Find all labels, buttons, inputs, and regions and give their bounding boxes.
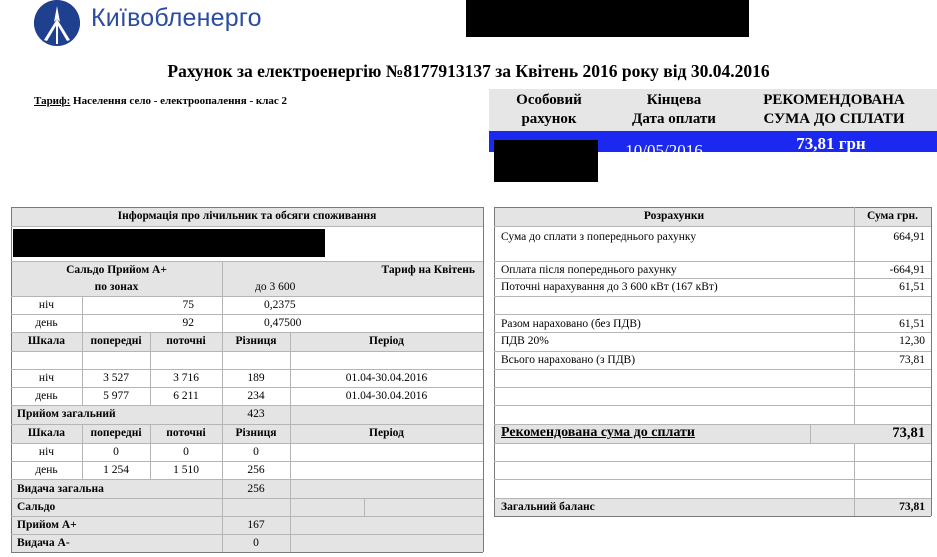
tariff-range: до 3 600 (255, 281, 296, 293)
saldo-header-line2: по зонах (94, 281, 139, 293)
tariff-line (34, 95, 287, 107)
total-out-value: 256 (247, 483, 265, 495)
total-out-label: Видача загальна (17, 483, 104, 495)
col-previous: попередні (90, 335, 142, 347)
calc-row-payment-value: -664,91 (889, 264, 925, 276)
calc-row-current-value: 61,51 (899, 281, 925, 293)
company-name: Київобленерго (91, 4, 262, 32)
calc-row-total-label: Всього нараховано (з ПДВ) (501, 354, 636, 366)
due-date-header (619, 91, 729, 129)
calc-row-prev-due-label: Сума до сплати з попереднього рахунку (501, 231, 697, 243)
calc-row-total-value: 73,81 (899, 354, 925, 366)
out-day-diff: 256 (247, 464, 265, 476)
out-day-scale: день (35, 464, 58, 476)
out-col-previous: попередні (90, 427, 142, 439)
zone-day-value: 92 (182, 317, 194, 329)
redacted-meter-info (13, 229, 325, 257)
calc-row-prev-due-value: 664,91 (893, 231, 925, 243)
meter-table-title: Інформація про лічильник та обсяги споживання (117, 210, 377, 222)
account-header-line1: Особовий (516, 92, 582, 108)
reading-night-curr: 3 716 (173, 372, 199, 384)
col-difference: Різниця (235, 335, 277, 347)
company-logo (34, 0, 284, 46)
account-header-line2: рахунок (521, 111, 577, 127)
out-col-current: поточні (166, 427, 206, 439)
in-a-value: 167 (247, 519, 265, 531)
reading-night-period: 01.04-30.04.2016 (345, 372, 428, 384)
zone-night-label: ніч (38, 299, 55, 311)
redacted-account (494, 140, 598, 182)
redacted-block (466, 0, 749, 37)
out-col-difference: Різниця (235, 427, 277, 439)
recommended-header (739, 91, 929, 129)
tariff-month-header: Тариф на Квітень (381, 264, 475, 276)
out-night-curr: 0 (183, 446, 189, 458)
out-col-period: Період (369, 427, 404, 439)
recommended-amount: 73,81 грн (796, 134, 866, 153)
balance-value: 73,81 (899, 501, 925, 513)
due-date-value: 10/05/2016 (625, 141, 703, 160)
reading-night-scale: ніч (38, 372, 55, 384)
out-day-prev: 1 254 (103, 464, 129, 476)
zone-night-value: 75 (182, 299, 194, 311)
col-period: Період (369, 335, 404, 347)
saldo-header-line1: Сальдо Прийом А+ (66, 264, 167, 276)
out-a-label: Видача А- (17, 537, 70, 549)
col-current: поточні (166, 335, 206, 347)
in-a-label: Прийом А+ (17, 519, 77, 531)
tariff-value: Населення село - електроопалення - клас 2 (73, 95, 288, 107)
zone-day-label: день (35, 317, 58, 329)
calc-row-vat-label: ПДВ 20% (501, 335, 549, 347)
rec-header-line1: РЕКОМЕНДОВАНА (763, 92, 905, 108)
saldo-label: Сальдо (17, 501, 56, 513)
calc-row-subtotal-value: 61,51 (899, 318, 925, 330)
account-header (499, 91, 599, 129)
out-day-curr: 1 510 (173, 464, 199, 476)
reading-day-period: 01.04-30.04.2016 (345, 390, 428, 402)
zone-night-tariff: 0,2375 (264, 299, 296, 311)
bolt-icon (34, 0, 80, 46)
balance-label: Загальний баланс (501, 501, 595, 513)
page-title: Рахунок за електроенергію №8177913137 за Квітень 2016 року від 30.04.2016 (167, 61, 770, 81)
rec-header-line2: СУМА ДО СПЛАТИ (763, 111, 905, 127)
reading-night-diff: 189 (247, 372, 265, 384)
calc-row-current-label: Поточні нарахування до 3 600 кВт (167 кВт) (501, 281, 718, 293)
reading-day-diff: 234 (247, 390, 265, 402)
tariff-label: Тариф: (34, 95, 71, 107)
recommended-value: 73,81 (892, 425, 925, 441)
reading-night-prev: 3 527 (103, 372, 129, 384)
zone-day-tariff: 0,47500 (264, 317, 302, 329)
total-in-label: Прийом загальний (17, 408, 116, 420)
recommended-label: Рекомендована сума до сплати (501, 425, 695, 440)
out-a-value: 0 (253, 537, 259, 549)
out-night-prev: 0 (113, 446, 119, 458)
due-header-line1: Кінцева (646, 92, 702, 108)
calc-row-subtotal-label: Разом нараховано (без ПДВ) (501, 318, 641, 330)
reading-day-prev: 5 977 (103, 390, 129, 402)
out-night-diff: 0 (253, 446, 259, 458)
calc-row-vat-value: 12,30 (899, 335, 925, 347)
calc-row-payment-label: Оплата після попереднього рахунку (501, 264, 677, 276)
out-col-scale: Шкала (27, 427, 66, 439)
sum-column-header: Сума грн. (866, 210, 919, 222)
reading-day-curr: 6 211 (173, 390, 199, 402)
total-in-value: 423 (247, 408, 265, 420)
calc-title: Розрахунки (643, 210, 705, 222)
reading-day-scale: день (35, 390, 58, 402)
due-header-line2: Дата оплати (632, 111, 716, 127)
col-scale: Шкала (27, 335, 66, 347)
out-night-scale: ніч (38, 446, 55, 458)
